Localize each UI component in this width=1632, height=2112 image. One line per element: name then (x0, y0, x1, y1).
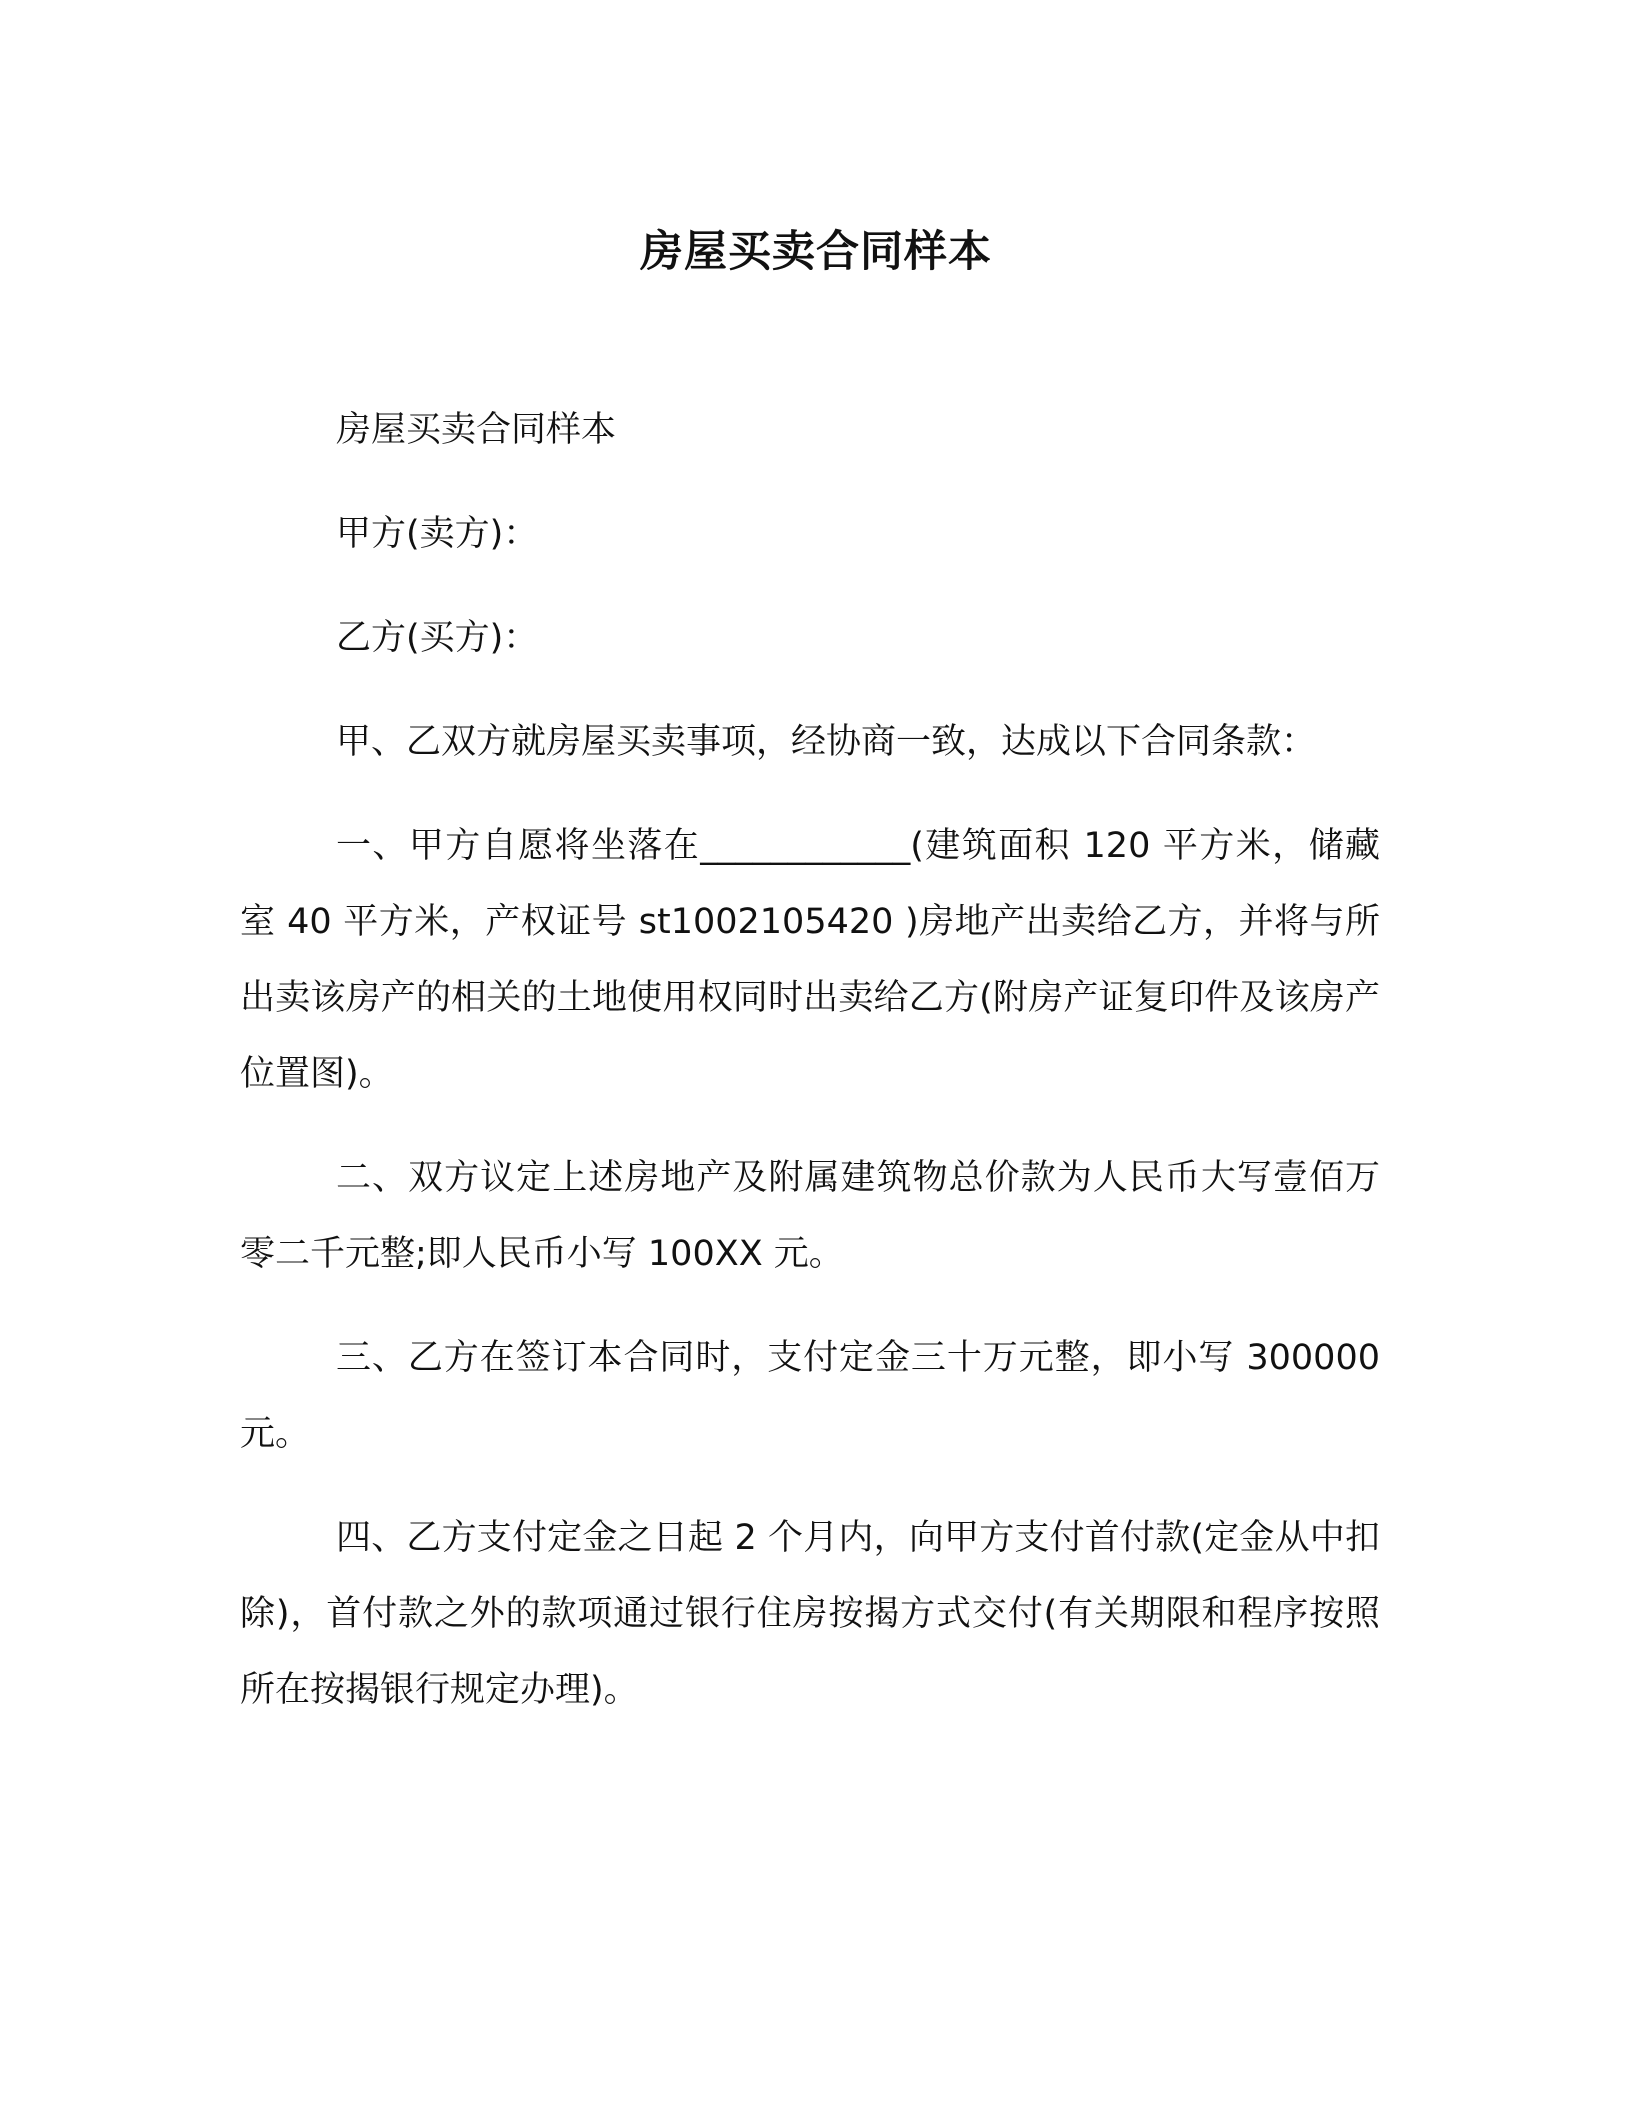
paragraph-subtitle: 房屋买卖合同样本 (336, 410, 617, 450)
paragraph-clause-1: 一、甲方自愿将坐落在____________(建筑面积 120 平方米，储藏室 40 平方米，产权证号 st1002105420 )房地产出卖给乙方，并将与所出卖该房产的相关的土地使用权同时出卖给乙方(附房产证复印件及该房产位置图)。 (240, 826, 1380, 1094)
paragraph-clause-4: 四、乙方支付定金之日起 2 个月内，向甲方支付首付款(定金从中扣除)，首付款之外的款项通过银行住房按揭方式交付(有关期限和程序按照所在按揭银行规定办理)。 (240, 1518, 1380, 1710)
paragraph-clause-2: 二、双方议定上述房地产及附属建筑物总价款为人民币大写壹佰万零二千元整;即人民币小写 100XX 元。 (240, 1158, 1380, 1274)
paragraph-party-b: 乙方(买方)： (336, 618, 539, 658)
document-title: 房屋买卖合同样本 (640, 227, 992, 277)
document-body (240, 392, 1380, 1756)
paragraph-clause-3: 三、乙方在签订本合同时，支付定金三十万元整，即小写 300000 元。 (240, 1338, 1380, 1454)
paragraph-party-a: 甲方(卖方)： (336, 514, 539, 554)
paragraph-agreement-intro: 甲、乙双方就房屋买卖事项，经协商一致，达成以下合同条款： (336, 722, 1317, 762)
